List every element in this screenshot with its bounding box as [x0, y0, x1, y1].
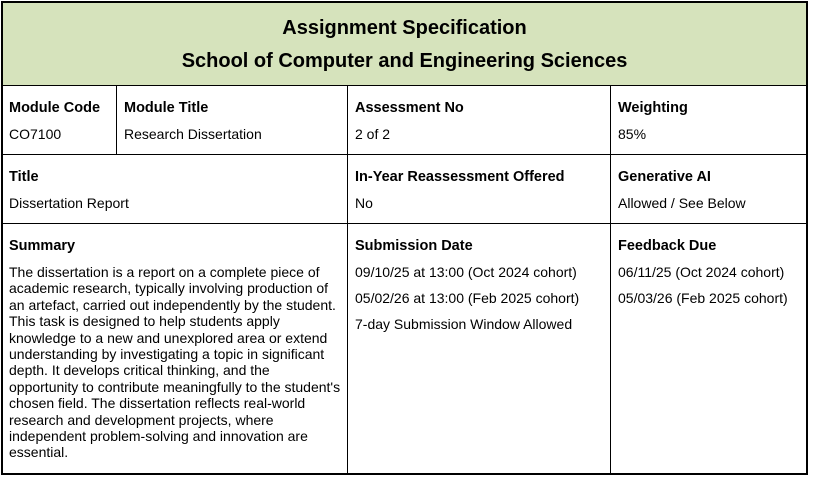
spec-header — [3, 3, 806, 86]
reassessment-label: In-Year Reassessment Offered — [355, 169, 565, 185]
feedback-due-label: Feedback Due — [618, 238, 717, 254]
generative-ai-label: Generative AI — [618, 169, 711, 185]
summary-text: The dissertation is a report on a complete piece of academic research, typically involving production of an artefact, carried out independently by the student. This task is designed to help students apply knowledge to a new and unexplored area or extend understanding by investigating a topic in significant depth. It develops critical thinking, and the opportunity to contribute meaningfully to the student's chosen field. The dissertation reflects real-world research and development projects, where independent problem-solving and innovation are essential. — [9, 264, 341, 461]
assignment-spec-table — [1, 1, 808, 475]
module-code-value: CO7100 — [9, 126, 62, 142]
submission-date-label: Submission Date — [355, 238, 473, 254]
reassessment-value: No — [355, 195, 373, 211]
title-label: Title — [9, 169, 39, 185]
generative-ai-value: Allowed / See Below — [618, 195, 746, 211]
module-code-label: Module Code — [9, 100, 101, 116]
assessment-no-value: 2 of 2 — [355, 126, 391, 142]
feedback-due-oct: 06/11/25 (Oct 2024 cohort) — [618, 264, 785, 280]
submission-date-oct: 09/10/25 at 13:00 (Oct 2024 cohort) — [355, 264, 577, 280]
summary-label: Summary — [9, 238, 76, 254]
weighting-label: Weighting — [618, 100, 688, 116]
title-value: Dissertation Report — [9, 195, 129, 211]
module-title-label: Module Title — [124, 100, 209, 116]
col-divider-2 — [347, 85, 348, 475]
row-divider-2 — [3, 223, 806, 224]
assessment-no-label: Assessment No — [355, 100, 464, 116]
school-name: School of Computer and Engineering Sciences — [181, 50, 628, 72]
module-title-value: Research Dissertation — [124, 126, 262, 142]
submission-date-feb: 05/02/26 at 13:00 (Feb 2025 cohort) — [355, 290, 580, 306]
weighting-value: 85% — [618, 126, 647, 142]
col-divider-3 — [610, 85, 611, 475]
feedback-due-feb: 05/03/26 (Feb 2025 cohort) — [618, 290, 788, 306]
col-divider-module — [116, 85, 117, 154]
row-divider-1 — [3, 154, 806, 155]
spec-title: Assignment Specification — [282, 17, 527, 39]
submission-window: 7-day Submission Window Allowed — [355, 316, 573, 332]
